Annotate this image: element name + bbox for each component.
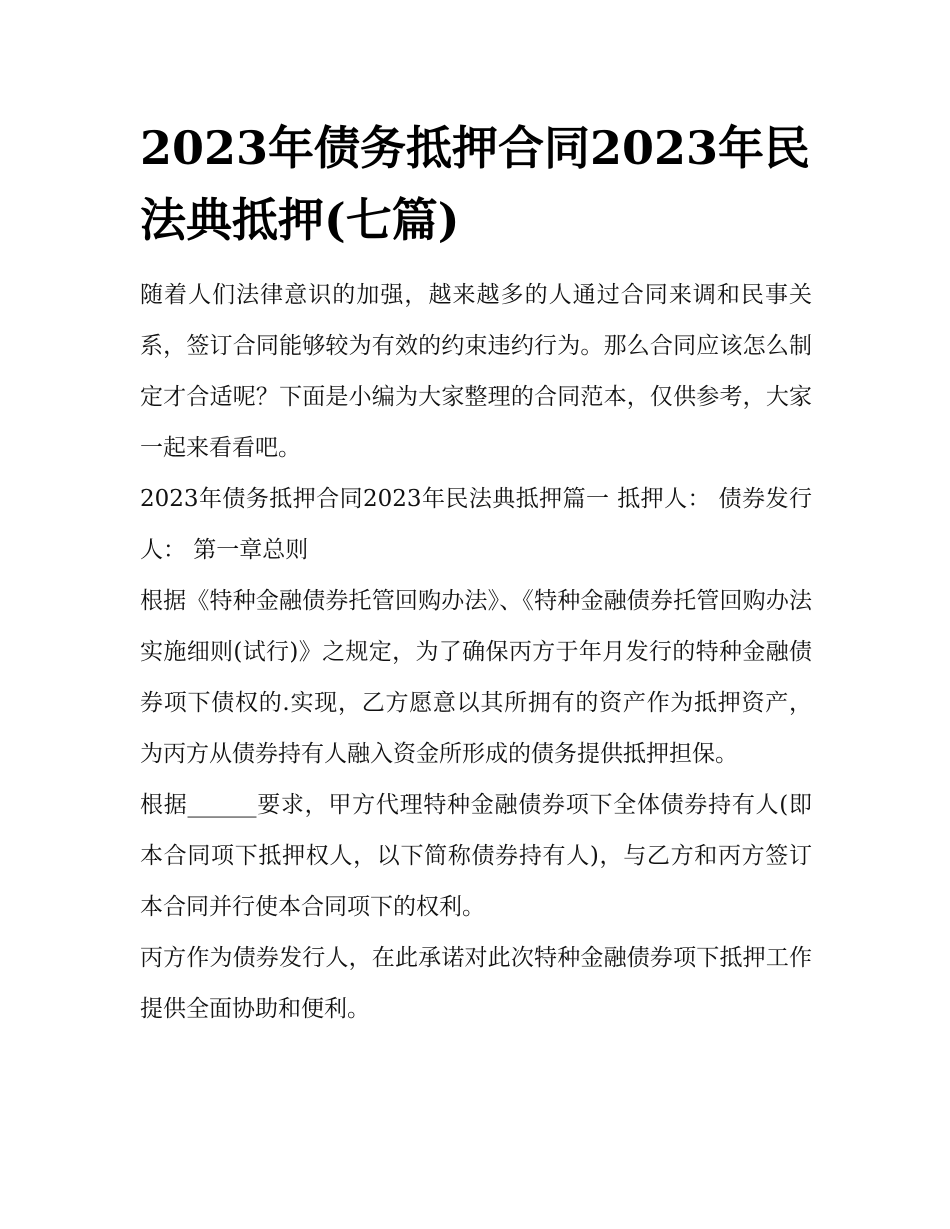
section-heading-paragraph: 2023年债务抵押合同2023年民法典抵押篇一 抵押人： 债券发行人： 第一章总则 [140,486,812,563]
intro-paragraph: 随着人们法律意识的加强，越来越多的人通过合同来调和民事关系，签订合同能够较为有效的约束违约行为。那么合同应该怎么制定才合适呢？下面是小编为大家整理的合同范本，仅供参考，大家一起来看看吧。 [140,282,812,461]
basis-paragraph: 根据《特种金融债券托管回购办法》、《特种金融债券托管回购办法实施细则(试行)》之规定，为了确保丙方于年月发行的特种金融债券项下债权的.实现，乙方愿意以其所拥有的资产作为抵押资产，为丙方从债券持有人融入资金所形成的债务提供抵押担保。 [140,588,812,767]
document-title: 2023年债务抵押合同2023年民法典抵押(七篇) [140,121,811,247]
agency-paragraph: 根据______要求，甲方代理特种金融债券项下全体债券持有人(即本合同项下抵押权人，以下简称债券持有人)，与乙方和丙方签订本合同并行使本合同项下的权利。 [140,792,812,920]
commitment-paragraph: 丙方作为债券发行人，在此承诺对此次特种金融债券项下抵押工作提供全面协助和便利。 [140,945,812,1022]
document-body [140,112,812,1035]
